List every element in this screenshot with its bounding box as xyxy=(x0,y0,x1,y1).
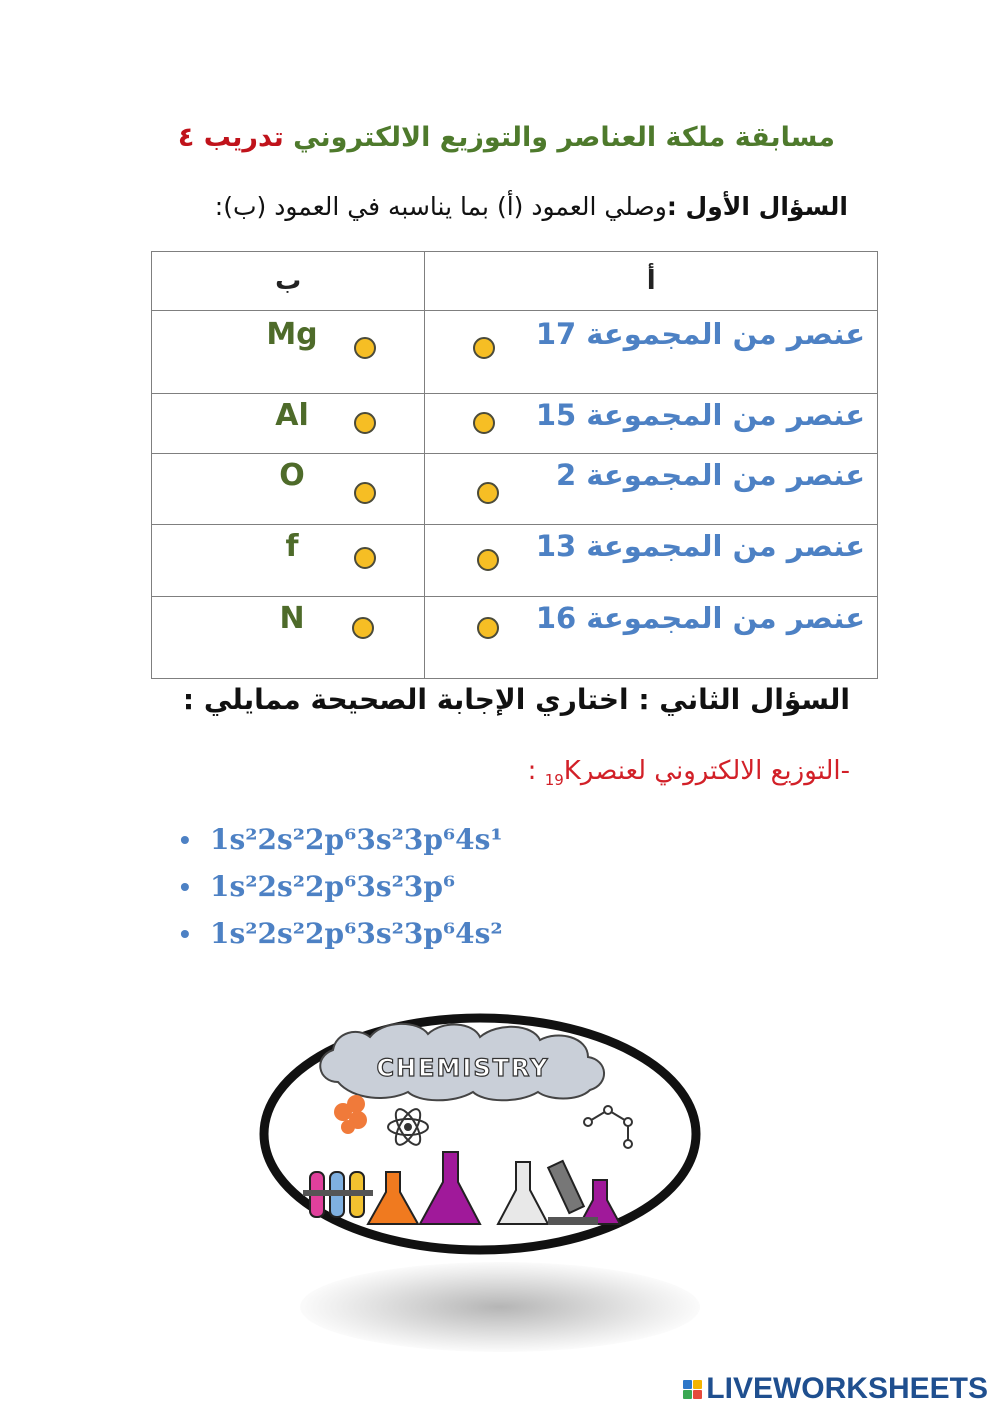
table-row xyxy=(152,525,878,597)
element-symbol: K xyxy=(563,756,581,786)
question-2-heading: السؤال الثاني : اختاري الإجابة الصحيحة ممايلي : xyxy=(182,683,850,716)
title-suffix: تدريب ٤ xyxy=(177,122,284,153)
worksheet-title xyxy=(178,122,835,153)
cell-a xyxy=(425,311,878,394)
answer-options xyxy=(180,820,503,961)
cell-b xyxy=(152,394,425,454)
prompt-a-text: عنصر من المجموعة 17 xyxy=(535,317,865,351)
option-text: 1s²2s²2p⁶3s²3p⁶ xyxy=(210,870,456,903)
chemistry-illustration xyxy=(258,1012,703,1257)
bullet-icon: • xyxy=(180,824,190,855)
match-dot-b[interactable] xyxy=(354,547,376,569)
cell-a xyxy=(425,454,878,525)
prompt-a-text: عنصر من المجموعة 2 xyxy=(556,458,865,492)
answer-b-text: O xyxy=(279,458,305,493)
answer-b-text: N xyxy=(279,601,305,636)
header-a: أ xyxy=(425,252,878,311)
cell-a xyxy=(425,597,878,679)
answer-b-text: Mg xyxy=(266,317,318,352)
match-dot-a[interactable] xyxy=(477,482,499,504)
chemistry-label: CHEMISTRY xyxy=(376,1054,550,1082)
cell-a xyxy=(425,525,878,597)
answer-option[interactable] xyxy=(180,914,503,961)
answer-b-text: Al xyxy=(275,398,309,433)
table-row xyxy=(152,311,878,394)
option-text: 1s²2s²2p⁶3s²3p⁶4s² xyxy=(210,917,503,950)
match-dot-a[interactable] xyxy=(473,412,495,434)
match-dot-b[interactable] xyxy=(352,617,374,639)
cell-b xyxy=(152,311,425,394)
question-1-label: السؤال الأول : xyxy=(666,192,848,221)
match-dot-a[interactable] xyxy=(477,617,499,639)
matching-table xyxy=(151,251,878,679)
cell-a xyxy=(425,394,878,454)
subquestion-suffix: : xyxy=(527,756,545,786)
cell-b xyxy=(152,597,425,679)
match-dot-b[interactable] xyxy=(354,412,376,434)
table-header-row xyxy=(152,252,878,311)
table-row xyxy=(152,454,878,525)
cell-b xyxy=(152,525,425,597)
option-text: 1s²2s²2p⁶3s²3p⁶4s¹ xyxy=(210,823,503,856)
header-b: ب xyxy=(152,252,425,311)
prompt-a-text: عنصر من المجموعة 16 xyxy=(535,601,865,635)
prompt-a-text: عنصر من المجموعة 13 xyxy=(535,529,865,563)
brand-text: LIVEWORKSHEETS xyxy=(706,1372,988,1405)
answer-b-text: f xyxy=(285,529,299,564)
bullet-icon: • xyxy=(180,918,190,949)
answer-option[interactable] xyxy=(180,820,503,867)
table-row xyxy=(152,597,878,679)
image-shadow xyxy=(300,1262,700,1352)
bullet-icon: • xyxy=(180,871,190,902)
table-row xyxy=(152,394,878,454)
match-dot-b[interactable] xyxy=(354,337,376,359)
cell-b xyxy=(152,454,425,525)
atomic-number: 19 xyxy=(544,771,564,790)
test-tubes-icon xyxy=(303,1172,373,1217)
question-1-text: وصلي العمود (أ) بما يناسبه في العمود (ب): xyxy=(214,192,667,221)
match-dot-b[interactable] xyxy=(354,482,376,504)
answer-option[interactable] xyxy=(180,867,503,914)
subquestion-text xyxy=(528,756,850,789)
liveworksheets-brand xyxy=(683,1372,988,1406)
match-dot-a[interactable] xyxy=(473,337,495,359)
subquestion-prefix: -التوزيع الالكتروني لعنصر xyxy=(580,756,850,786)
liveworksheets-logo-icon xyxy=(683,1380,702,1399)
title-main: مسابقة ملكة العناصر والتوزيع الالكتروني xyxy=(293,122,835,153)
prompt-a-text: عنصر من المجموعة 15 xyxy=(535,398,865,432)
question-1-heading xyxy=(215,192,848,221)
match-dot-a[interactable] xyxy=(477,549,499,571)
